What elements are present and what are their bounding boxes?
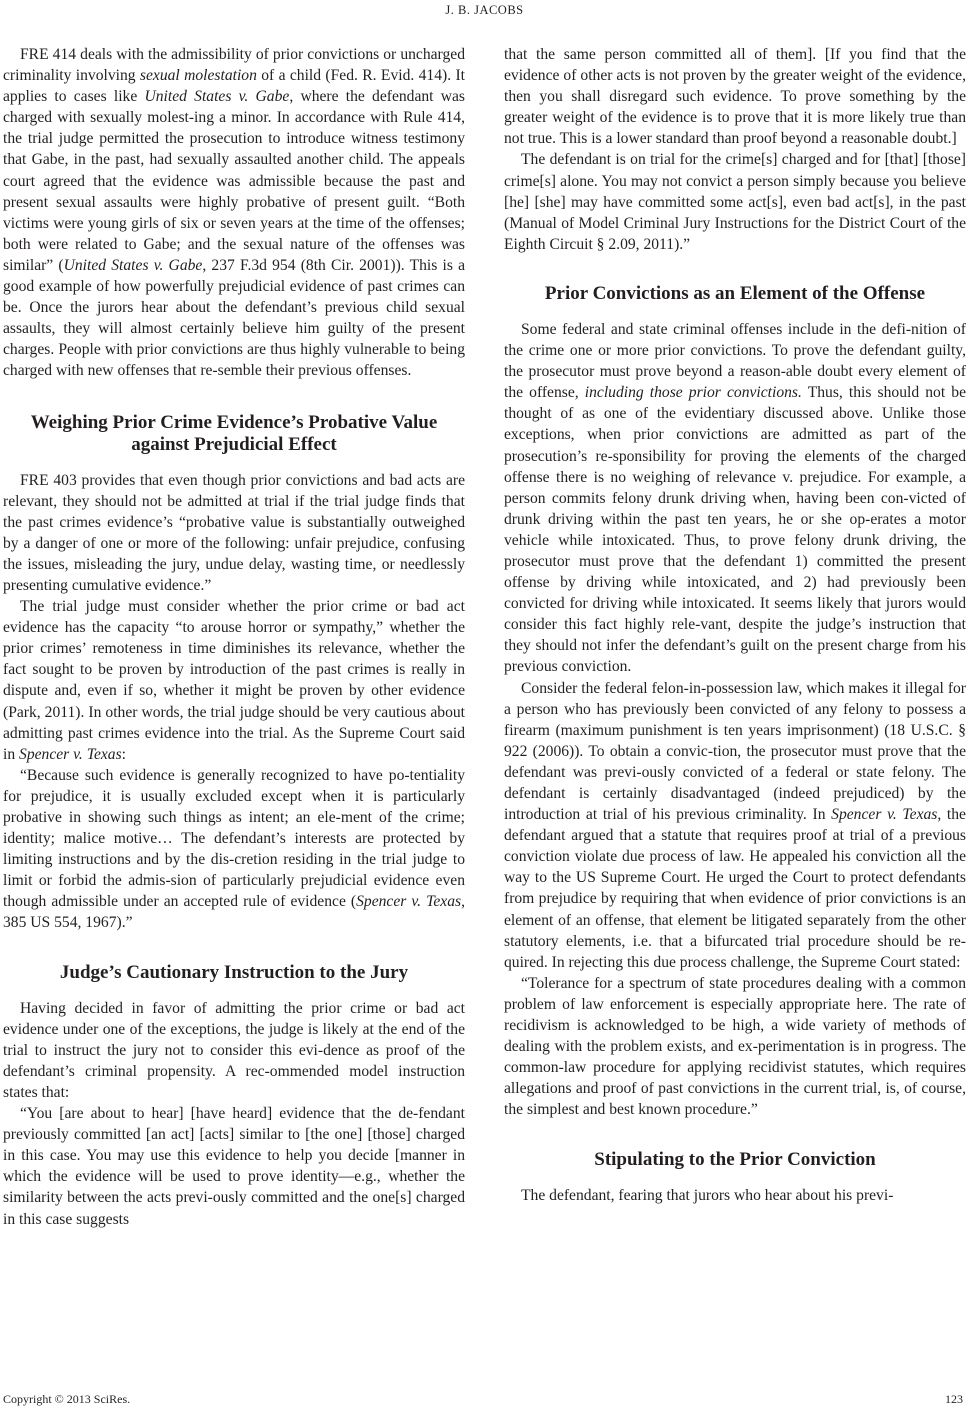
section-heading-judge: Judge’s Cautionary Instruction to the Jury — [59, 961, 409, 983]
text-run: “Because such evidence is generally recognized to have po-tentiality for prejudice, it is usually excluded except when it is particularly probative in showing such things as intent; an ele-ment of the crime; identity; malice motive… The defendant’s interests are protected by limiting instructions and by the dis-cretion residing in the trial judge to limit or forbid the admis-sion of particularly prejudicial evidence even though admissible under an accepted rule of evidence ( — [3, 766, 465, 911]
case-citation: Spencer v. Texas — [356, 893, 462, 911]
italic-emphasis: , including those prior convictions. — [574, 384, 802, 402]
running-head: J. B. JACOBS — [445, 3, 524, 17]
text-run: , where the defendant was charged with sexually molest-ing a minor. In accordance with Rule 414, the trial judge permitted the prosecution to introduce witness testimony that Gabe, in the past, had sexually assaulted another child. The appeals court agreed that the evidence was admissible because the past and present sexual assaults were highly probative of present guilt. “Both victims were young girls of six or seven years at the time of the offenses; both were related to Gabe; and the sexual nature of the offenses was similar” ( — [3, 88, 465, 274]
case-citation: Spencer v. Texas — [19, 745, 122, 763]
paragraph: FRE 403 provides that even though prior convictions and bad acts are relevant, they should not be admitted at trial if the trial judge finds that the past crimes evidence’s “probative value is substantially outweighed by a danger of one or more of the following: unfair prejudice, confusing the issues, misleading the jury, undue delay, wasting time, or needlessly presenting cumulative evidence.” — [3, 471, 465, 594]
text-run: of a child (Fed. R. Evid. 414). It applies to cases like — [3, 67, 465, 106]
text-run: , the defendant argued that a statute that requires proof at trial of a previous conviction violate due process of law. He appealed his conviction all the way to the US Supreme Court. He urged the Court to protect defendants from prejudice by requiring that when evidence of prior convictions is an element of an offense, that element be litigated separately from the other statutory elements, i.e. that a bifurcated trial procedure should be re-quired. In rejecting this due process challenge, the Supreme Court stated: — [504, 806, 966, 971]
italic-term: sexual molestation — [139, 67, 257, 85]
page-number: 123 — [945, 1392, 963, 1406]
text-run: Some federal and state criminal offenses include in the defi-nition of the crime one or more prior convictions. To prove the defendant guilty, the prosecutor must prove beyond a reason-able doubt every element of the offense — [504, 320, 966, 402]
case-citation: United States v. Gabe — [63, 256, 203, 274]
text-run: The trial judge must consider whether the prior crime or bad act evidence has the capacity “to arouse horror or sympathy,” whether the prior crimes’ remoteness in time diminishes its relevance, whether the fact sought to be proven by introduction of the past crimes is really in dispute and, even if so, whether it might be proven by other evidence (Park, 2011). In other words, the trial judge should be very cautious about admitting past crimes evidence into the trial. As the Supreme Court said in — [3, 598, 465, 763]
paragraph — [504, 678, 966, 973]
text-run: , 385 US 554, 1967).” — [3, 893, 465, 932]
case-citation: Spencer v. Texas — [831, 806, 938, 824]
left-column — [3, 44, 465, 1230]
text-run: : — [121, 745, 127, 763]
case-citation: United States v. Gabe — [144, 88, 290, 106]
paragraph — [3, 596, 465, 765]
footer-copyright: Copyright © 2013 SciRes. — [3, 1392, 131, 1406]
paragraph — [3, 44, 465, 382]
paragraph: The defendant, fearing that jurors who hear about his previ- — [521, 1186, 894, 1204]
block-quote — [3, 765, 465, 934]
section-heading-prior-convictions: Prior Convictions as an Element of the Offense — [544, 282, 926, 304]
paragraph: Having decided in favor of admitting the prior crime or bad act evidence under one of the exceptions, the judge is likely at the end of the trial to instruct the jury not to consider this evi-dence as proof of the defendant’s criminal propensity. A rec-ommended model instruction states that: — [3, 999, 465, 1101]
block-quote: “Tolerance for a spectrum of state procedures dealing with a common problem of law enforcement is especially appropriate here. The rate of recidivism is acknowledged to be high, a wide variety of methods of dealing with the problem exists, and ex-perimentation is in progress. The common-law procedure for applying recidivist statutes, which requires allegations and proof of past convictions in the current trial, is, of course, the simplest and best known procedure.” — [504, 974, 966, 1119]
text-run: , 237 F.3d 954 (8th Cir. 2001)). This is a good example of how powerfully prejudicial evidence of past crimes can be. Once the jurors hear about the defendant’s previous child sexual assaults, they will almost certainly believe him guilty of the present charges. People with prior convictions are thus highly vulnerable to being charged with new offenses that re-semble their previous offenses. — [3, 256, 466, 380]
text-run: Consider the federal felon-in-possession law, which makes it illegal for a person who has previously been convicted of any felony to possess a firearm (maximum punishment is ten years imprisonment) (18 U.S.C. § 922 (2006)). To obtain a convic-tion, the prosecutor must prove that the defendant was previ-ously convicted of a federal or state felony. The defendant is certainly disadvantaged (indeed prejudiced) by the introduction at trial of his previous criminality. In — [504, 679, 966, 824]
block-quote-continued: that the same person committed all of them]. [If you find that the evidence of other acts is not proven by the greater weight of the evidence, then you shall disregard such evidence. To prove something by the greater weight of the evidence is to prove that it is more likely true than not true. This is a lower standard than proof beyond a reasonable doubt.] — [504, 46, 966, 148]
text-run: FRE 414 deals with the admissibility of prior convictions or uncharged criminality involving — [3, 46, 465, 85]
right-column — [504, 44, 966, 1206]
paragraph — [504, 319, 966, 678]
section-heading-stipulating: Stipulating to the Prior Conviction — [594, 1148, 876, 1170]
paragraph: The defendant is on trial for the crime[s] charged and for [that] [those] crime[s] alone. You may not convict a person simply because you believe [he] [she] may have committed some act[s], even bad act[s], in the past (Manual of Model Criminal Jury Instructions for the District Court of the Eighth Circuit § 2.09, 2011).” — [504, 151, 966, 253]
block-quote: “You [are about to hear] [have heard] evidence that the de-fendant previously committed [an act] [acts] similar to [the one] [those] charged in this case. You may use this evidence to help you decide [manner in which the evidence will be used to prove identity—e.g., whether the similarity between the acts previ-ously committed and the one[s] charged in this case suggests — [3, 1105, 465, 1228]
text-run: Thus, this should not be thought of as one of the evidentiary discussed above. Unlike those exceptions, when prior convictions are admitted as part of the prosecution’s re-sponsibility for proving the elements of the charged offense there is no weighing of relevance v. prejudice. For example, a person commits felony drunk driving when, having been con-victed of drunk driving within the past ten years, he or she op-erates a motor vehicle while intoxicated. Thus, to prove felony drunk driving, the prosecutor must prove that the defendant 1) committed the present offense by driving while intoxicated, and 2) had previously been convicted for driving while intoxicated. It seems likely that jurors would consider this fact highly rele-vant, despite the judge’s instruction that they should not infer the defendant’s guilt on the present charge from his previous conviction. — [504, 384, 966, 676]
section-heading-weighing: Weighing Prior Crime Evidence’s Probative Value against Prejudicial Effect — [30, 411, 438, 455]
